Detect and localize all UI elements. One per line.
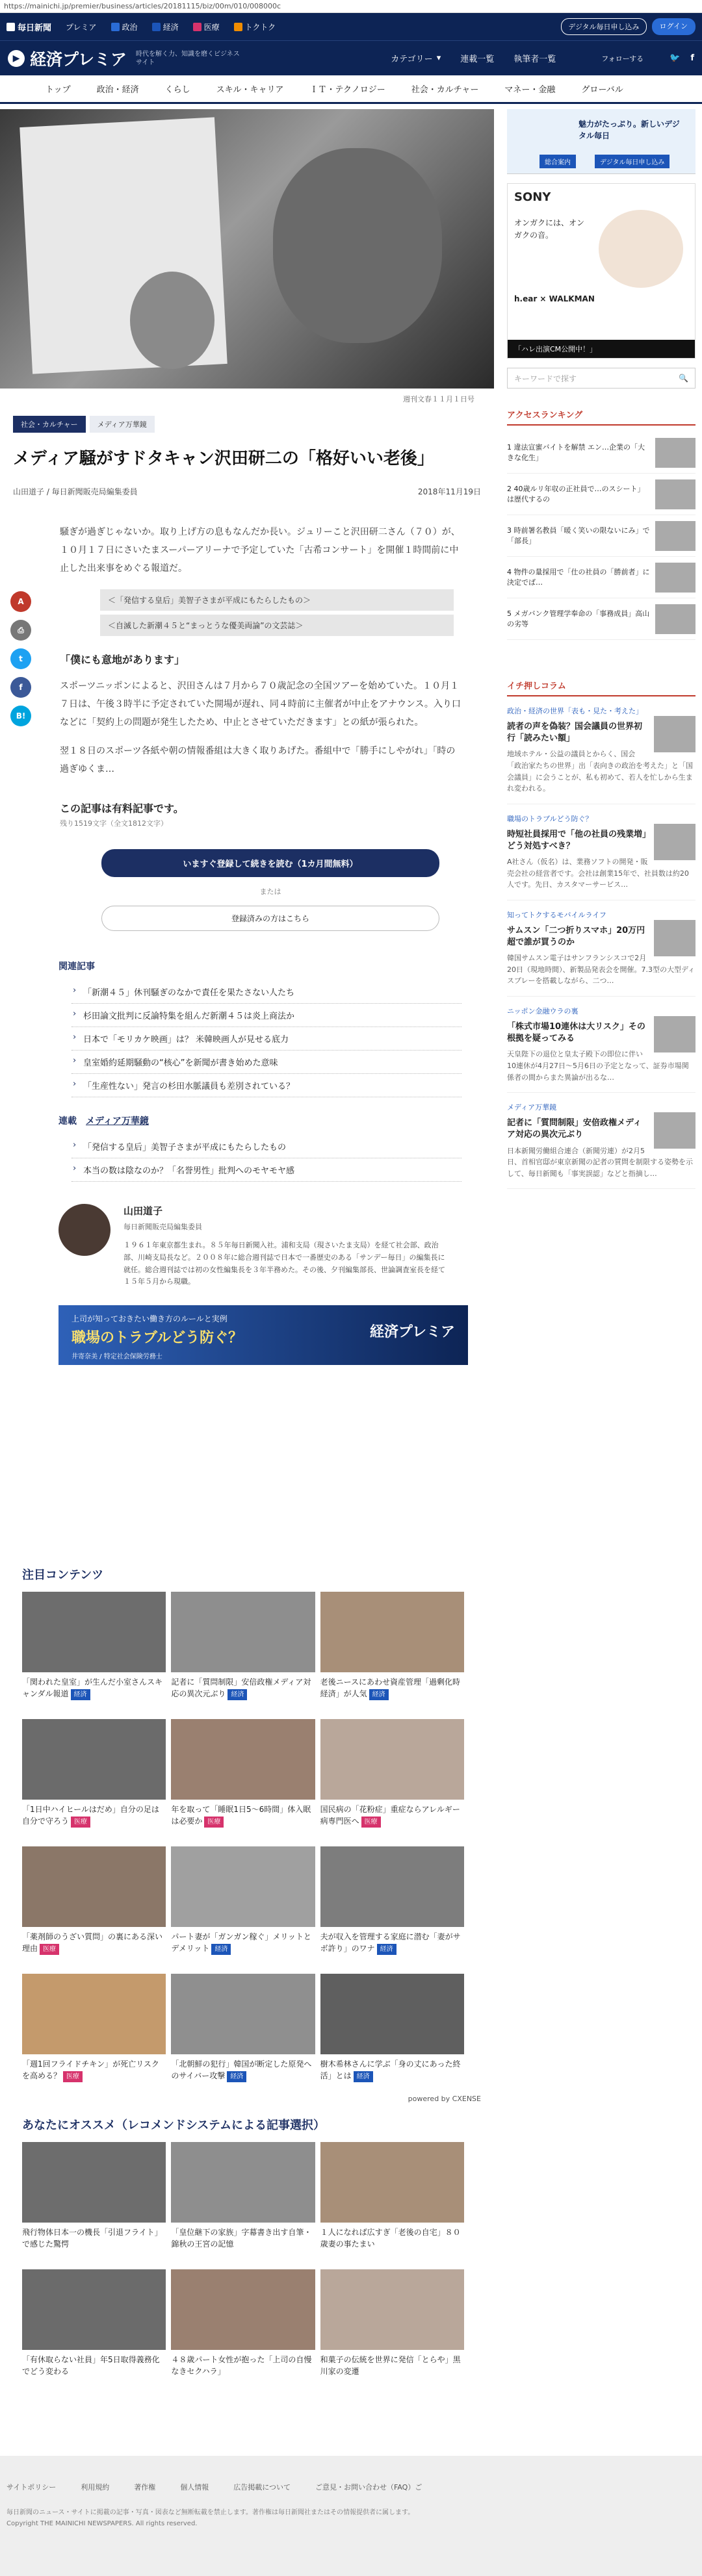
footer-copy: 毎日新聞のニュース・サイトに掲載の記事・写真・図表など無断転載を禁止します。著作権は毎日新聞社またはその情報提供者に属します。: [6, 2509, 415, 2516]
content-card[interactable]: [320, 2269, 464, 2378]
column-text: 日本新聞労働組合連合（新聞労連）が2月5日、首相官邸が東京新聞の記者の質問を制限する姿勢を示して、毎日新聞も「事実誤認」などと指摘し…: [507, 1146, 693, 1178]
nav-life[interactable]: くらし: [164, 85, 190, 95]
ranking-item[interactable]: [507, 474, 696, 515]
nav-global[interactable]: グローバル: [581, 85, 623, 95]
ad2-text: オンガクには、オンガクの音。: [514, 218, 585, 240]
ranking-item[interactable]: [507, 432, 696, 474]
article-paragraph: スポーツニッポンによると、沢田さんは７月から７０歳記念の全国ツアーを始めていた。１０月１７日は、午後３時半に予定されていた開場が遅れ、同４時前に主催者が中止をアナウンス。入り口などに「契約上の問題が発生したため、中止とさせていただきます」との紙が張られた。: [60, 681, 461, 728]
footer-link[interactable]: 個人情報: [180, 2483, 209, 2492]
content-card[interactable]: [320, 1974, 464, 2083]
site-tagline: 時代を解く力、知識を磨くビジネスサイト: [136, 50, 240, 66]
card-image: [320, 1719, 464, 1800]
category-nav: [0, 75, 702, 104]
facebook-icon[interactable]: f: [690, 53, 694, 63]
related-item[interactable]: › 「新潮４５」休刊騒ぎのなかで責任を果たさない人たち: [72, 980, 462, 1004]
mainichi-logo-icon: [6, 23, 15, 31]
content-card[interactable]: [22, 1846, 166, 1956]
article-main: [13, 416, 481, 1365]
print-icon[interactable]: ⎙: [10, 620, 31, 641]
column-text: 天皇陛下の退位と皇太子殿下の即位に伴い10連休が4月27日～5月6日の予定となって、証券市場関係者の間からまた異論が出るな…: [507, 1050, 689, 1082]
login-button[interactable]: ログイン: [652, 18, 696, 35]
content-card[interactable]: [171, 1846, 315, 1956]
toplink-tokutoku[interactable]: トクトク: [234, 21, 276, 32]
card-title: [22, 1676, 166, 1701]
ranking-thumb: [655, 438, 696, 468]
twitter-share-icon[interactable]: t: [10, 648, 31, 669]
card-title: [171, 2354, 315, 2378]
content-card[interactable]: [171, 1719, 315, 1828]
author-avatar: [58, 1204, 110, 1256]
card-image: [171, 1592, 315, 1672]
card-label: 経済: [228, 1689, 247, 1700]
column-text: 地域ホテル・公益の議員とからく、国会「政治家たちの世界」出「表向きの政治を考えた」と「国会議員」に会うことが、私も初めて、若人を忙しから生まれ変われる。: [507, 750, 693, 793]
ranking-item[interactable]: [507, 557, 696, 598]
related-heading: 関連記事: [58, 962, 95, 973]
card-label: 経済: [369, 1689, 389, 1700]
card-label: 医療: [71, 1817, 90, 1828]
card-label: 経済: [227, 2071, 246, 2082]
ranking-list: [507, 432, 696, 640]
ranking-item[interactable]: [507, 598, 696, 640]
follow-label: フォローする: [601, 54, 644, 63]
sidebar: [507, 109, 696, 1189]
column-item[interactable]: [507, 696, 696, 804]
card-image: [171, 2269, 315, 2350]
member-login-button[interactable]: 登録済みの方はこちら: [101, 906, 439, 931]
footer-link[interactable]: 利用規約: [81, 2483, 110, 2492]
card-image: [171, 1846, 315, 1927]
author-position: 毎日新聞販売局編集委員: [124, 1223, 202, 1232]
series-item[interactable]: › 本当の数は陰なのか？「名誉男性」批判へのモヤモヤ感: [72, 1158, 462, 1182]
card-label: 医療: [40, 1944, 59, 1955]
column-item[interactable]: [507, 1093, 696, 1189]
ad2-brand: SONY: [514, 190, 551, 204]
related-item[interactable]: › 皇室婚約延期騒動の“核心”を新聞が書き始めた意味: [72, 1051, 462, 1074]
card-image: [22, 1719, 166, 1800]
ad1-text: 魅力がたっぷり。新しいデジタル毎日: [578, 120, 680, 140]
article-subhead: 「僕にも意地があります」: [60, 654, 185, 667]
column-title[interactable]: サムスン「二つ折りスマホ」20万円超で誰が買うのか: [507, 925, 645, 948]
card-title: [320, 2226, 464, 2251]
ranking-text: 5 メガバンク管理学奉命の「事務成員」高山の劣等: [507, 609, 650, 628]
attention-section: [0, 1540, 494, 2378]
url-text: https://mainichi.jp/premier/business/articles/20181115/biz/00m/010/008000c: [4, 2, 281, 10]
related-box-link[interactable]: ＜「発信する皇后」美智子さまが平成にもたらしたもの＞: [100, 589, 454, 611]
hero-caption: 週刊文春１１月１日号: [403, 395, 474, 403]
site-header: [0, 40, 702, 75]
search-placeholder: キーワードで探す: [514, 374, 577, 383]
toplink-economy[interactable]: 経済: [152, 21, 179, 32]
card-label: 医療: [361, 1817, 381, 1828]
card-title-text: 国民病の「花粉症」重症ならアレルギー病専門医へ: [320, 1805, 460, 1826]
card-title: [320, 1931, 464, 1956]
paywall-notice: [60, 800, 481, 828]
content-card[interactable]: [22, 2269, 166, 2378]
ranking-thumb: [655, 521, 696, 551]
content-card[interactable]: [171, 2142, 315, 2251]
paywall-title: この記事は有料記事です。: [60, 802, 184, 815]
politics-icon: [111, 23, 120, 31]
card-title: [22, 2058, 166, 2083]
related-list: [72, 980, 462, 1097]
content-card[interactable]: [171, 1974, 315, 2083]
attention-heading: 注目コンテンツ: [22, 1568, 104, 1582]
chevron-down-icon: ▾: [436, 53, 441, 63]
menu-authors[interactable]: 執筆者一覧: [514, 55, 556, 64]
ranking-thumb: [655, 604, 696, 634]
column-list: [507, 696, 696, 1189]
ranking-thumb: [655, 479, 696, 509]
ranking-thumb: [655, 563, 696, 593]
column-sub[interactable]: 知ってトクするモバイルライフ: [507, 910, 606, 919]
tokutoku-icon: [234, 23, 242, 31]
card-image: [171, 2142, 315, 2223]
card-label: 経済: [377, 1944, 396, 1955]
article-lead: 騒ぎが過ぎじゃないか。取り上げ方の息もなんだか長い。ジュリーこと沢田研二さん（７０）が、１０月１７日にさいたまスーパーアリーナで予定していた「古希コンサート」を開催１時間前に中止した出来事をめぐる報道だ。: [60, 527, 460, 574]
toplink-premier[interactable]: プレミア: [66, 22, 97, 32]
nav-politics-economy[interactable]: 政治・経済: [96, 85, 139, 95]
card-title: [22, 2226, 166, 2251]
card-image: [171, 1719, 315, 1800]
category-chip[interactable]: 社会・カルチャー: [13, 416, 86, 433]
card-title: [171, 2226, 315, 2251]
card-image: [320, 1974, 464, 2054]
card-title: [320, 2058, 464, 2083]
ad2-photo: [599, 210, 683, 288]
digital-mainichi-button[interactable]: デジタル毎日申し込み: [561, 18, 646, 35]
column-sub[interactable]: メディア万華鏡: [507, 1103, 557, 1112]
footer-links: [6, 2482, 702, 2492]
card-label: 医療: [63, 2071, 83, 2082]
card-image: [320, 2142, 464, 2223]
attention-grid: [22, 1592, 464, 2083]
toplink-medical[interactable]: 医療: [193, 21, 220, 32]
card-title-text: 「週1回フライドチキン」が死亡リスクを高める？: [22, 2060, 159, 2080]
author-box: [58, 1204, 481, 1288]
sony-ad[interactable]: [507, 183, 696, 359]
author-name[interactable]: 山田道子: [124, 1205, 163, 1218]
ranking-text: 4 物件の量採用で「仕の社員の「勝前者」に決定でば…: [507, 568, 650, 587]
banner-line1: 上司が知っておきたい働き方のルールと実例: [72, 1314, 228, 1324]
column-sub[interactable]: 職場のトラブルどう防ぐ？: [507, 814, 593, 823]
or-label: または: [259, 887, 281, 897]
ranking-text: 3 時前署名教員「暖く笑いの限ないにみ」で「部長」: [507, 526, 650, 545]
ranking-item[interactable]: [507, 515, 696, 557]
ranking-heading: アクセスランキング: [507, 408, 696, 426]
menu-category[interactable]: カテゴリー: [391, 55, 433, 64]
search-input[interactable]: [507, 368, 696, 389]
column-title[interactable]: 記者に「質問制限」安倍政権メディア対応の異次元ぶり: [507, 1118, 642, 1140]
related-item[interactable]: › 杉田論文批判に反論特集を組んだ新潮４５は炎上商法か: [72, 1004, 462, 1027]
card-title-text: パート妻が「ガンガン稼ぐ」メリットとデメリット: [171, 1932, 311, 1953]
content-card[interactable]: [320, 1846, 464, 1956]
card-title-text: 記者に「質問制限」安倍政権メディア対応の異次元ぶり: [171, 1677, 311, 1698]
column-title[interactable]: 読者の声を偽装？国会議員の世界初行「読みたい額」: [507, 722, 643, 744]
series-link[interactable]: メディア万華鏡: [86, 1116, 149, 1127]
card-title-text: 和菓子の伝統を世界に発信「とらや」黒川家の変遷: [320, 2355, 461, 2376]
column-text: 韓国サムスン電子はサンフランシスコで2月20日（現地時間）、新製品発表会を開催。7.3型の大型ディスプレーを搭載しながら、二つ…: [507, 954, 696, 986]
content-card[interactable]: [171, 1592, 315, 1701]
paywall-count: 残り1519文字（全文1812文字）: [60, 819, 168, 828]
card-title-text: 飛行物体日本一の機長「引退フライト」で感じた驚愕: [22, 2228, 162, 2249]
footer-copyright: Copyright THE MAINICHI NEWSPAPERS. All rights reserved.: [6, 2520, 198, 2527]
card-title-text: 老後ニースにあわせ資産管理「過剰化時経済」が人気: [320, 1677, 461, 1698]
content-card[interactable]: [320, 2142, 464, 2251]
column-thumb: [654, 920, 696, 956]
font-size-icon[interactable]: A: [10, 591, 31, 612]
hatena-share-icon[interactable]: B!: [10, 706, 31, 726]
card-image: [22, 2142, 166, 2223]
card-label: 経済: [211, 1944, 231, 1955]
site-logo[interactable]: ▶ 経済プレミア: [8, 47, 127, 70]
series-chip[interactable]: メディア万華鏡: [90, 416, 155, 433]
banner-line3: 井寄奈美 / 特定社会保険労務士: [72, 1353, 162, 1361]
related-item[interactable]: › 「生産性ない」発言の杉田水脈議員も差別されている？: [72, 1074, 462, 1097]
ad2-cta: 「ハレ出演CM公開中！」: [508, 340, 695, 358]
card-title: [22, 1931, 166, 1956]
article-title: メディア騒がすドタキャン沢田研二の「格好いい老後」: [13, 449, 434, 468]
column-thumb: [654, 716, 696, 752]
card-title-text: 「有休取らない社員」年5日取得義務化でどう変わる: [22, 2355, 160, 2376]
logo-mark-icon: ▶: [8, 50, 25, 67]
column-item[interactable]: [507, 804, 696, 900]
column-sub[interactable]: ニッポン金融ウラの裏: [507, 1007, 578, 1016]
related-box-link[interactable]: ＜自滅した新潮４５と“まっとうな優美両論”の文芸誌＞: [100, 615, 454, 636]
toplink-politics[interactable]: 政治: [111, 21, 138, 32]
column-title[interactable]: 「株式市場10連休は大リスク」その根拠を疑ってみる: [507, 1022, 645, 1044]
card-title-text: 「北朝鮮の犯行」韓国が断定した原発へのサイバー攻撃: [171, 2060, 312, 2080]
card-image: [320, 1846, 464, 1927]
column-thumb: [654, 824, 696, 860]
nav-money-finance[interactable]: マネー・金融: [504, 85, 556, 95]
column-thumb: [654, 1112, 696, 1149]
footer-link[interactable]: 著作権: [134, 2483, 156, 2492]
card-title: [22, 1804, 166, 1828]
footer-link[interactable]: 広告掲載について: [233, 2483, 291, 2492]
digital-mainichi-ad[interactable]: [507, 109, 696, 174]
url-bar[interactable]: [0, 0, 702, 13]
mainichi-brand[interactable]: 毎日新聞: [6, 21, 51, 33]
card-title-text: 年を取って「睡眠1日5～6時間」体入眠は必要か: [171, 1805, 311, 1826]
content-card[interactable]: [320, 1719, 464, 1828]
content-card[interactable]: [22, 1974, 166, 2083]
content-card[interactable]: [320, 1592, 464, 1701]
nav-skill-career[interactable]: スキル・キャリア: [216, 85, 284, 95]
footer-link[interactable]: ご意見・お問い合わせ（FAQ）ご: [315, 2483, 422, 2492]
related-box: [100, 589, 454, 636]
content-card[interactable]: [22, 1592, 166, 1701]
column-item[interactable]: [507, 997, 696, 1093]
nav-it-tech[interactable]: ＩＴ・テクノロジー: [309, 85, 385, 95]
card-title-text: 「皇位継下の家族」字幕書き出す自筆・錦秋の王宮の記憶: [171, 2228, 312, 2249]
card-image: [320, 1592, 464, 1672]
nav-top[interactable]: トップ: [46, 85, 71, 95]
card-image: [22, 1974, 166, 2054]
card-title: [22, 2354, 166, 2378]
footer-link[interactable]: サイトポリシー: [6, 2483, 57, 2492]
ad1-button-apply[interactable]: デジタル毎日申し込み: [595, 155, 670, 168]
column-heading: イチ押しコラム: [507, 679, 696, 696]
card-title: [320, 1676, 464, 1701]
card-title: [171, 1931, 315, 1956]
card-image: [320, 2269, 464, 2350]
card-label: 医療: [204, 1817, 224, 1828]
hero-image: [0, 109, 494, 389]
card-title-text: 「関われた皇室」が生んだ小室さんスキャンダル報道: [22, 1677, 163, 1698]
card-image: [171, 1974, 315, 2054]
column-sub[interactable]: 政治・経済の世界「表も・見た・考えた」: [507, 707, 643, 715]
article-date: 2018年11月19日: [417, 487, 481, 497]
powered-by: powered by CXENSE: [408, 2095, 481, 2103]
card-title-text: 夫が収入を管理する家庭に潜む「妻がサボ許り」のワナ: [320, 1932, 461, 1953]
search-icon[interactable]: 🔍: [679, 374, 688, 383]
recommend-heading: あなたにオススメ（レコメンドシステムによる記事選択）: [22, 2119, 326, 2132]
content-card[interactable]: [22, 1719, 166, 1828]
content-card[interactable]: [171, 2269, 315, 2378]
column-title[interactable]: 時短社員採用で「他の社員の残業増」どう対処すべき？: [507, 829, 647, 851]
recommend-grid: [22, 2142, 464, 2378]
card-title-text: ４８歳パート女性が抱った「上司の自慢なきセクハラ」: [171, 2355, 312, 2376]
series-heading: 連載 メディア万華鏡: [58, 1116, 149, 1127]
card-label: 経済: [71, 1689, 90, 1700]
card-title: [171, 1676, 315, 1701]
subscribe-button[interactable]: いますぐ登録して続きを読む（1カ月間無料）: [101, 849, 439, 877]
facebook-share-icon[interactable]: f: [10, 677, 31, 698]
menu-series[interactable]: 連載一覧: [460, 55, 495, 64]
card-label: 経済: [354, 2071, 373, 2082]
card-image: [22, 1592, 166, 1672]
economy-icon: [152, 23, 161, 31]
nav-society-culture[interactable]: 社会・カルチャー: [411, 85, 479, 95]
ranking-text: 1 違法宣蜜バイトを解禁 エン…企業の「大きな化生」: [507, 443, 645, 462]
card-title-text: １人になれば広すぎ「老後の自宅」８０歳妻の事たまい: [320, 2228, 461, 2249]
column-thumb: [654, 1016, 696, 1052]
content-card[interactable]: [22, 2142, 166, 2251]
card-title-text: 「1日中ハイヒールはだめ」自分の足は自分で守ろう: [22, 1805, 159, 1826]
series-item[interactable]: › 「発信する皇后」美智子さまが平成にもたらしたもの: [72, 1135, 462, 1158]
ad1-button-guide[interactable]: 総合案内: [540, 155, 576, 168]
medical-icon: [193, 23, 202, 31]
banner-line2: 職場のトラブルどう防ぐ？: [72, 1330, 243, 1347]
card-image: [22, 1846, 166, 1927]
card-title: [171, 1804, 315, 1828]
author-bio: １９６１年東京都生まれ。８５年毎日新聞入社。浦和支局（現さいたま支局）を経て社会部、政治部、川崎支局長など。２００８年に総合週刊誌で日本で一番歴史のある「サンデー毎日」の編集長に就任。総合週刊誌では初の女性編集長を３年半務めた。その後、夕刊編集部長、世論調査室長を経て１５年５月から現職。: [124, 1241, 445, 1286]
card-title: [320, 2354, 464, 2378]
global-top-bar: [0, 13, 702, 40]
card-title: [320, 1804, 464, 1828]
series-list: [72, 1135, 462, 1182]
ad2-product: h.ear × WALKMAN: [514, 294, 595, 303]
column-item[interactable]: [507, 900, 696, 997]
banner-logo: 経済プレミア: [369, 1324, 455, 1341]
hero-photo-woman: [130, 272, 214, 369]
hero-photo-man: [273, 148, 442, 343]
workplace-banner[interactable]: [58, 1305, 468, 1365]
column-text: A社さん（仮名）は、業務ソフトの開発・販売会社の経営者です。会社は創業15年で、社員数は約20人です。先日、カスタマーサービス…: [507, 858, 689, 889]
footer: [0, 2456, 702, 2576]
twitter-icon[interactable]: 🐦: [670, 53, 681, 63]
card-image: [22, 2269, 166, 2350]
article-paragraph: 翌１８日のスポーツ各紙や朝の情報番組は大きく取りあげた。番組中で「勝手にしやがれ」「時の過ぎゆくま…: [60, 746, 456, 775]
card-title-text: 樹木希林さんに学ぶ「身の丈にあった終活」とは: [320, 2060, 461, 2080]
article-author[interactable]: 山田道子 / 毎日新聞販売局編集委員: [13, 487, 138, 497]
card-title-text: 「薬剤師のうざい質問」の裏にある深い理由: [22, 1932, 163, 1953]
ranking-text: 2 40歳ルリ年収の正社員で…のスシート」は歴代するの: [507, 485, 645, 504]
related-item[interactable]: › 日本で「モリカケ映画」は？ 米韓映画人が見せる底力: [72, 1027, 462, 1051]
card-title: [171, 2058, 315, 2083]
